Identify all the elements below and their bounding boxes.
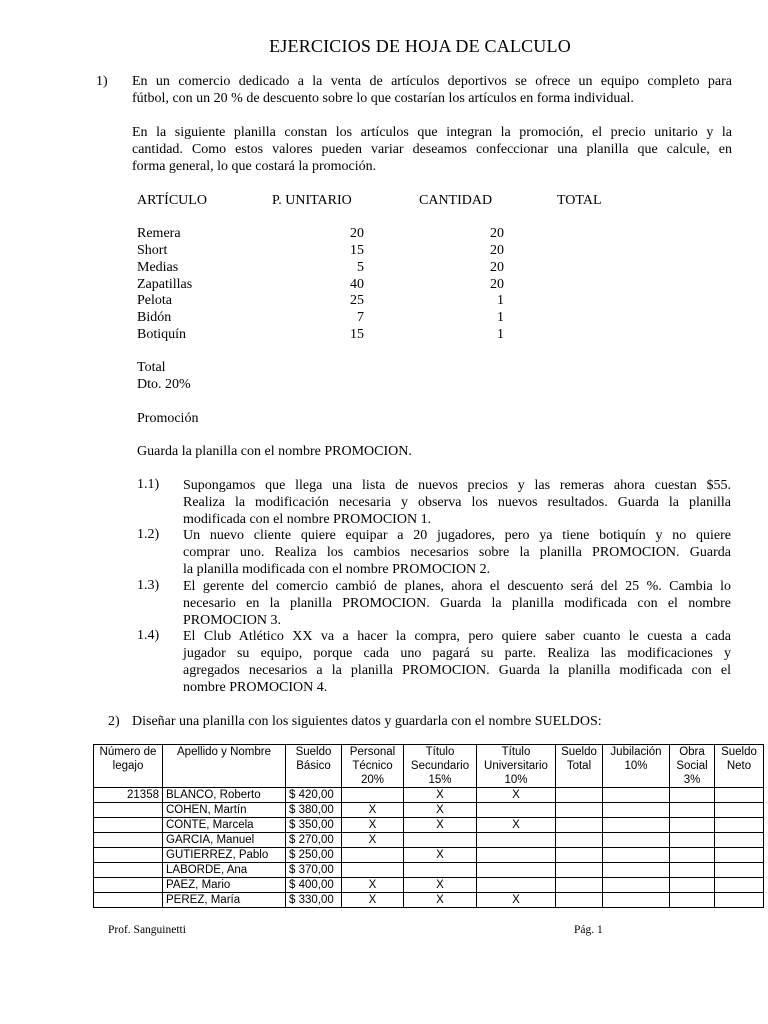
article-price: 5 [357,260,364,275]
cell-tecnico [342,788,404,803]
table-row [94,878,764,893]
cell-nombre: PAEZ, Mario [163,878,286,893]
cell-empty [603,863,670,878]
col-header-line: Jubilación [610,746,662,758]
cell-legajo [94,863,163,878]
cell-empty [603,893,670,908]
cell-empty [556,863,603,878]
exercise-1-paragraph-1 [132,73,732,107]
sub-exercise-text [183,527,731,578]
article-qty: 1 [497,293,504,308]
cell-universitario [477,803,556,818]
col-header-line: Número de [99,746,157,758]
cell-legajo [94,803,163,818]
exercise-1-paragraph-2 [132,124,732,175]
cell-nombre: LABORDE, Ana [163,863,286,878]
cell-empty [715,818,764,833]
col-header-line: Secundario [410,760,470,772]
article-name: Bidón [137,310,172,325]
col-sueldo-total [556,745,603,788]
exercise-1-p2-line-1: En la siguiente planilla constan los artículos que integran la promoción, el precio unitario y la [132,125,732,140]
col-header-line: Obra [679,746,705,758]
cell-empty [715,878,764,893]
cell-universitario [477,833,556,848]
article-price: 15 [350,243,364,258]
header-total: TOTAL [557,193,602,208]
col-header-line: Social [676,760,708,772]
article-price: 25 [350,293,364,308]
cell-empty [556,878,603,893]
cell-secundario: X [404,893,477,908]
total-label: Total [137,360,166,375]
article-name: Remera [137,226,181,241]
exercise-1-line-2: fútbol, con un 20 % de descuento sobre lo que costarían los artículos en forma individual. [132,91,634,106]
cell-legajo: 21358 [94,788,163,803]
table-row [94,863,764,878]
sub-line: nombre PROMOCION 4. [183,680,328,695]
sub-line: jugador su equipo, porque cada uno pagará su parte. Realiza las modificaciones y [183,646,731,661]
cell-tecnico: X [342,818,404,833]
sub-line: modificada con el nombre PROMOCION 1. [183,512,432,527]
sub-line: El Club Atlético XX va a hacer la compra, pero quiere saber cuanto le cuesta a cada [183,629,731,644]
cell-empty [603,833,670,848]
sub-exercise-text [183,578,731,629]
col-personal-tecnico [342,745,404,788]
promo-label: Promoción [137,411,199,426]
sub-line: comprar uno. Realiza los cambios necesarios sobre la planilla PROMOCION. Guarda [183,545,731,560]
cell-empty [715,848,764,863]
table-row [94,833,764,848]
col-header-line: Título [425,746,455,758]
cell-empty [556,848,603,863]
table-row [94,803,764,818]
cell-empty [603,878,670,893]
cell-empty [603,848,670,863]
article-price: 7 [357,310,364,325]
cell-empty [556,803,603,818]
col-header-line: Universitario [484,760,548,772]
article-qty: 1 [497,310,504,325]
cell-sueldo: $ 350,00 [286,818,342,833]
col-header-line: legajo [112,760,144,772]
col-titulo-universitario [477,745,556,788]
cell-nombre: CONTE, Marcela [163,818,286,833]
cell-secundario: X [404,848,477,863]
cell-sueldo: $ 400,00 [286,878,342,893]
exercise-1-p2-line-3: forma general, lo que costará la promoción. [132,159,377,174]
col-sueldo-basico [286,745,342,788]
cell-tecnico [342,863,404,878]
cell-tecnico: X [342,893,404,908]
col-header-line: Apellido y Nombre [177,746,271,758]
sub-line: la planilla modificada con el nombre PROMOCION 2. [183,562,491,577]
col-nombre [163,745,286,788]
cell-empty [603,788,670,803]
cell-secundario [404,863,477,878]
article-qty: 20 [490,243,504,258]
cell-universitario: X [477,893,556,908]
col-header-line: 10% [504,774,528,786]
cell-nombre: GUTIERREZ, Pablo [163,848,286,863]
cell-nombre: PEREZ, María [163,893,286,908]
col-header-line: Sueldo [561,746,597,758]
page-title: EJERCICIOS DE HOJA DE CALCULO [269,36,571,56]
article-qty: 20 [490,260,504,275]
article-qty: 1 [497,327,504,342]
exercise-1-p2-line-2: cantidad. Como estos valores pueden variar deseamos confeccionar una planilla que calcule, en [132,142,732,157]
col-header-line: 10% [624,760,648,772]
col-header-line: Total [566,760,592,772]
col-header-line: Técnico [352,760,393,772]
table-row [94,818,764,833]
article-price: 40 [350,277,364,292]
cell-empty [670,863,715,878]
cell-empty [670,878,715,893]
cell-tecnico [342,848,404,863]
article-name: Short [137,243,168,258]
exercise-1-number: 1) [96,74,108,89]
cell-legajo [94,818,163,833]
col-header-line: Título [501,746,531,758]
footer-author: Prof. Sanguinetti [108,924,186,936]
sub-exercise-number: 1.3) [137,578,160,593]
sub-line: Supongamos que llega una lista de nuevos precios y las remeras ahora cuestan $55. [183,478,731,493]
cell-sueldo: $ 270,00 [286,833,342,848]
footer-page: Pág. 1 [574,924,603,936]
cell-sueldo: $ 370,00 [286,863,342,878]
cell-empty [670,893,715,908]
cell-empty [715,893,764,908]
cell-universitario [477,848,556,863]
cell-universitario [477,878,556,893]
save-instruction: Guarda la planilla con el nombre PROMOCION. [137,444,412,459]
article-price: 20 [350,226,364,241]
col-header-line: Sueldo [295,746,332,758]
article-name: Medias [137,260,179,275]
table-row [94,848,764,863]
cell-legajo [94,893,163,908]
cell-secundario: X [404,818,477,833]
cell-universitario: X [477,788,556,803]
col-header-line: Neto [726,760,752,772]
cell-legajo [94,833,163,848]
cell-empty [715,788,764,803]
table-row [94,788,764,803]
sub-line: PROMOCION 3. [183,613,282,628]
discount-label: Dto. 20% [137,377,191,392]
cell-empty [603,803,670,818]
sub-exercise-number: 1.2) [137,527,160,542]
cell-sueldo: $ 330,00 [286,893,342,908]
cell-nombre: GARCIA, Manuel [163,833,286,848]
cell-tecnico: X [342,803,404,818]
article-name: Botiquín [137,327,187,342]
cell-tecnico: X [342,878,404,893]
article-qty: 20 [490,277,504,292]
cell-empty [670,788,715,803]
cell-secundario: X [404,788,477,803]
sub-line: necesario en la planilla PROMOCION. Guarda la planilla modificada con el nombre [183,596,731,611]
header-cantidad: CANTIDAD [419,193,493,208]
header-precio: P. UNITARIO [272,193,352,208]
exercise-2-number: 2) [108,714,120,729]
table-row [94,893,764,908]
cell-nombre: COHEN, Martín [163,803,286,818]
col-sueldo-neto [715,745,764,788]
exercise-1-line-1: En un comercio dedicado a la venta de artículos deportivos se ofrece un equipo completo para [132,74,732,89]
cell-nombre: BLANCO, Roberto [163,788,286,803]
col-header-line: 3% [683,774,701,786]
cell-universitario [477,863,556,878]
cell-empty [603,818,670,833]
article-name: Pelota [137,293,172,308]
cell-sueldo: $ 420,00 [286,788,342,803]
cell-empty [556,833,603,848]
col-header-line: 15% [428,774,452,786]
cell-sueldo: $ 250,00 [286,848,342,863]
sub-exercise-number: 1.4) [137,628,160,643]
article-name: Zapatillas [137,277,193,292]
col-header-line: Básico [296,760,331,772]
col-header-line: Personal [349,746,396,758]
col-header-line: Sueldo [721,746,757,758]
cell-universitario: X [477,818,556,833]
cell-sueldo: $ 380,00 [286,803,342,818]
cell-empty [715,833,764,848]
cell-empty [556,788,603,803]
col-titulo-secundario [404,745,477,788]
cell-secundario [404,833,477,848]
cell-empty [670,803,715,818]
article-price: 15 [350,327,364,342]
cell-empty [556,818,603,833]
cell-legajo [94,848,163,863]
cell-empty [556,893,603,908]
sueldos-table [93,744,764,908]
articles-header [0,192,768,209]
cell-empty [715,863,764,878]
col-obra-social [670,745,715,788]
sub-exercise-text [183,628,731,696]
sub-exercise-number: 1.1) [137,477,160,492]
cell-secundario: X [404,803,477,818]
col-legajo [94,745,163,788]
cell-legajo [94,878,163,893]
sueldos-body [94,788,764,908]
table-header-row [94,745,764,788]
cell-empty [670,833,715,848]
sub-line: Realiza la modificación necesaria y observa los nuevos resultados. Guarda la planilla [183,495,731,510]
sub-line: El gerente del comercio cambió de planes, ahora el descuento será del 25 %. Cambia lo [183,579,731,594]
header-articulo: ARTÍCULO [137,193,207,208]
col-header-line: 20% [360,774,385,786]
exercise-2-text: Diseñar una planilla con los siguientes datos y guardarla con el nombre SUELDOS: [132,714,602,729]
cell-tecnico: X [342,833,404,848]
cell-empty [670,848,715,863]
cell-secundario: X [404,878,477,893]
sub-exercise-text [183,477,731,528]
cell-empty [715,803,764,818]
cell-empty [670,818,715,833]
sub-line: agregados necesarios a la planilla PROMOCION. Guarda la planilla modificada con el [183,663,731,678]
sub-line: Un nuevo cliente quiere equipar a 20 jugadores, pero ya tiene botiquín y no quiere [183,528,731,543]
article-qty: 20 [490,226,504,241]
col-jubilacion [603,745,670,788]
